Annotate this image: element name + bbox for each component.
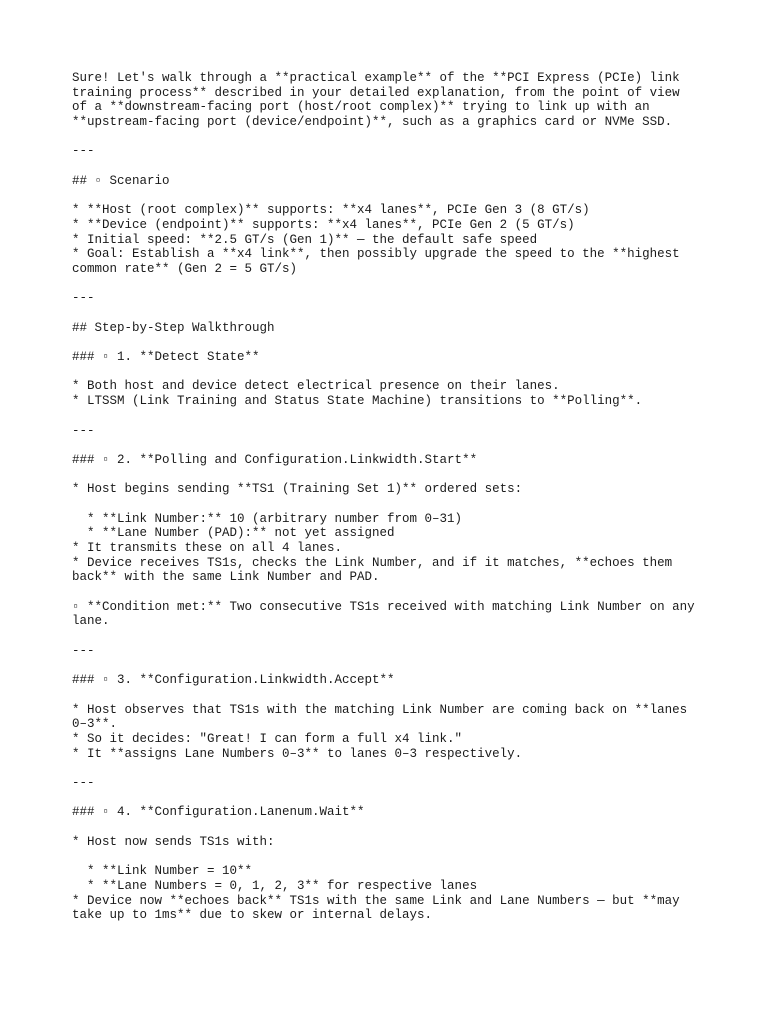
blank-line: [72, 849, 702, 864]
text-line: * Host now sends TS1s with:: [72, 834, 275, 849]
text-line: ---: [72, 423, 95, 438]
text-line: * Device now **echoes back** TS1s with the same Link and Lane Numbers — but **may: [72, 893, 680, 908]
text-line: ---: [72, 291, 95, 306]
text-line: training process** described in your detailed explanation, from the point of view: [72, 85, 680, 100]
blank-line: [72, 438, 702, 453]
text-line: ---: [72, 776, 95, 790]
text-line: back** with the same Link Number and PAD.: [72, 570, 380, 585]
text-line: ▫ **Condition met:** Two consecutive TS1s received with matching Link Number on any: [72, 599, 695, 614]
text-line: common rate** (Gen 2 = 5 GT/s): [72, 261, 298, 276]
text-line: * Goal: Establish a **x4 link**, then possibly upgrade the speed to the **highest: [72, 247, 680, 262]
text-line: * **Device (endpoint)** supports: **x4 lanes**, PCIe Gen 2 (5 GT/s): [72, 217, 575, 232]
text-line: ## Step-by-Step Walkthrough: [72, 320, 275, 335]
blank-line: [72, 659, 702, 674]
blank-line: [72, 409, 702, 424]
text-line: * **Host (root complex)** supports: **x4 lanes**, PCIe Gen 3 (8 GT/s): [72, 203, 590, 218]
text-line: * **Lane Number (PAD):** not yet assigned: [72, 526, 395, 541]
text-line: 0–3**.: [72, 717, 118, 732]
document-text: [72, 71, 702, 923]
blank-line: [72, 335, 702, 350]
text-line: * Initial speed: **2.5 GT/s (Gen 1)** — the default safe speed: [72, 232, 538, 247]
text-line: ### ▫ 1. **Detect State**: [72, 350, 260, 365]
text-line: ### ▫ 3. **Configuration.Linkwidth.Accept**: [72, 673, 395, 688]
blank-line: [72, 497, 702, 512]
text-line: * Host begins sending **TS1 (Training Set 1)** ordered sets:: [72, 482, 523, 497]
blank-line: [72, 820, 702, 835]
blank-line: [72, 130, 702, 145]
blank-line: [72, 306, 702, 321]
text-line: * Host observes that TS1s with the matching Link Number are coming back on **lanes: [72, 702, 688, 717]
text-line: lane.: [72, 614, 110, 629]
blank-line: [72, 791, 702, 806]
blank-line: [72, 629, 702, 644]
blank-line: [72, 585, 702, 600]
text-line: * It **assigns Lane Numbers 0–3** to lanes 0–3 respectively.: [72, 746, 523, 761]
blank-line: [72, 468, 702, 483]
text-line: ---: [72, 643, 95, 658]
text-line: * Device receives TS1s, checks the Link Number, and if it matches, **echoes them: [72, 555, 673, 570]
text-line: * LTSSM (Link Training and Status State Machine) transitions to **Polling**.: [72, 394, 643, 409]
blank-line: [72, 159, 702, 174]
text-line: * **Link Number = 10**: [72, 864, 253, 879]
text-line: Sure! Let's walk through a **practical example** of the **PCI Express (PCIe) link: [72, 71, 680, 85]
text-line: * **Lane Numbers = 0, 1, 2, 3** for respective lanes: [72, 878, 478, 893]
text-line: ### ▫ 4. **Configuration.Lanenum.Wait**: [72, 805, 365, 820]
text-line: * So it decides: "Great! I can form a full x4 link.": [72, 731, 463, 746]
blank-line: [72, 189, 702, 204]
text-line: **upstream-facing port (device/endpoint)**, such as a graphics card or NVMe SSD.: [72, 115, 673, 130]
text-line: ## ▫ Scenario: [72, 173, 170, 188]
text-line: take up to 1ms** due to skew or internal delays.: [72, 908, 433, 923]
text-line: ### ▫ 2. **Polling and Configuration.Linkwidth.Start**: [72, 452, 478, 467]
text-line: * **Link Number:** 10 (arbitrary number from 0–31): [72, 511, 463, 526]
blank-line: [72, 365, 702, 380]
text-line: * It transmits these on all 4 lanes.: [72, 541, 343, 555]
text-line: ---: [72, 144, 95, 159]
blank-line: [72, 761, 702, 776]
blank-line: [72, 688, 702, 703]
blank-line: [72, 277, 702, 292]
text-line: of a **downstream-facing port (host/root complex)** trying to link up with an: [72, 100, 650, 115]
text-line: * Both host and device detect electrical presence on their lanes.: [72, 379, 560, 394]
